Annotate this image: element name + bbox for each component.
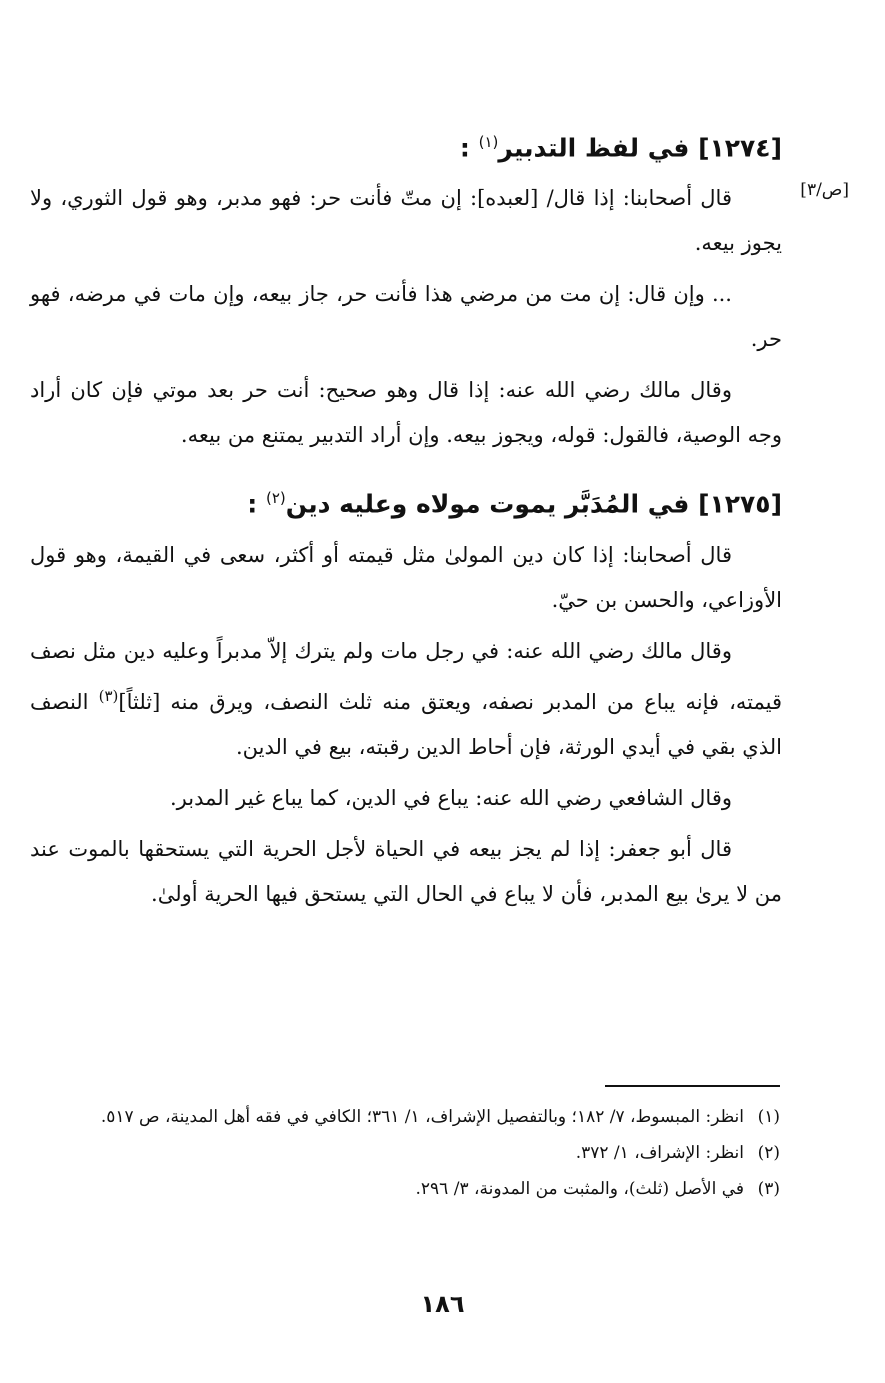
footnote-ref: (١) (478, 133, 499, 151)
paragraph: ... وإن قال: إن مت من مرضي هذا فأنت حر، جاز بيعه، وإن مات في مرضه، فهو حر. (30, 282, 782, 352)
margin-page-reference: [ص/٣] (800, 180, 849, 200)
footnote-ref: (٣) (98, 686, 119, 705)
footnote-separator (605, 1085, 780, 1087)
footnote-number: (١) (757, 1107, 780, 1127)
section-heading-1275 (30, 476, 782, 526)
paragraph-text: وقال مالك رضي الله عنه: في رجل مات ولم يترك إلاّ مدبراً وعليه دين مثل نصف قيمته، فإنه يباع من المدبر نصفه، ويعتق منه ثلث النصف، ويرق منه [ثلثاً] (30, 638, 783, 714)
paragraph: قال أصحابنا: إذا قال/ [لعبده]: إن متّ فأنت حر: فهو مدبر، وهو قول الثوري، ولا يجوز بيعه. (30, 186, 782, 256)
heading-text: [١٢٧٥] في المُدَبَّر يموت مولاه وعليه دين (285, 489, 782, 519)
paragraph-with-note (30, 629, 782, 770)
footnote (35, 1100, 780, 1134)
page-body (30, 120, 782, 923)
section-heading-1274 (30, 120, 782, 170)
footnote (35, 1172, 780, 1206)
footnote-number: (٢) (757, 1143, 780, 1163)
heading-colon: : (459, 133, 479, 163)
footnote-number: (٣) (757, 1179, 780, 1199)
paragraph: قال أصحابنا: إذا كان دين المولىٰ مثل قيمته أو أكثر، سعى في القيمة، وهو قول الأوزاعي، والحسن بن حيّ. (30, 542, 782, 612)
footnote-ref: (٢) (265, 489, 286, 508)
footnote-text: انظر: الإشراف، ١/ ٣٧٢. (575, 1143, 744, 1163)
footnote-text: انظر: المبسوط، ٧/ ١٨٢؛ وبالتفصيل الإشراف، ١/ ٣٦١؛ الكافي في فقه أهل المدينة، ص ٥١٧. (100, 1107, 744, 1127)
paragraph: وقال الشافعي رضي الله عنه: يباع في الدين، كما يباع غير المدبر. (170, 785, 732, 810)
heading-colon: : (247, 489, 266, 519)
heading-text: [١٢٧٤] في لفظ التدبير (498, 133, 782, 163)
paragraph: وقال مالك رضي الله عنه: إذا قال وهو صحيح: أنت حر بعد موتي فإن كان أراد وجه الوصية، فالقول: قوله، ويجوز بيعه. وإن أراد التدبير يمتنع من بيعه. (30, 378, 782, 448)
footnote (35, 1136, 780, 1170)
paragraph: قال أبو جعفر: إذا لم يجز بيعه في الحياة لأجل الحرية التي يستحقها بالموت عند من لا يرىٰ بيع المدبر، فأن لا يباع في الحال التي يستحق فيها الحرية أولىٰ. (30, 836, 782, 906)
footnotes (35, 1100, 780, 1208)
paragraph-text-tail: النصف الذي بقي في أيدي الورثة، فإن أحاط الدين رقبته، بيع في الدين. (30, 689, 782, 759)
footnote-text: في الأصل (ثلث)، والمثبت من المدونة، ٣/ ٢٩٦. (415, 1179, 744, 1199)
page-number: ١٨٦ (420, 1290, 465, 1318)
